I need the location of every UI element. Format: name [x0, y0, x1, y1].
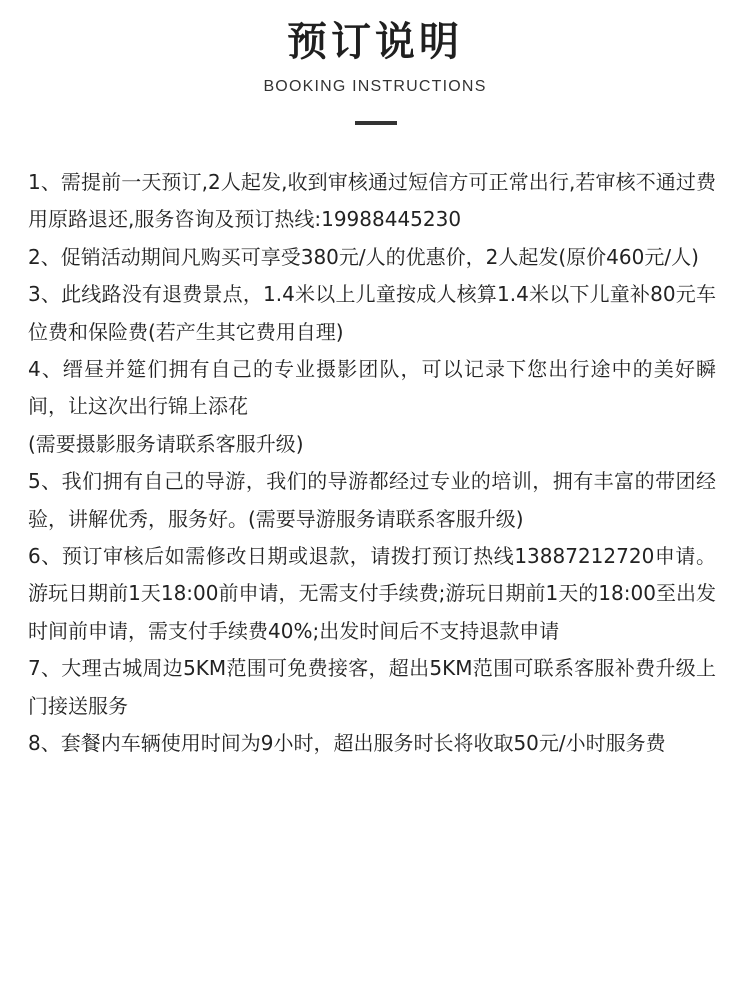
- page-subtitle: BOOKING INSTRUCTIONS: [263, 78, 487, 95]
- instruction-item-5: 5、我们拥有自己的导游，我们的导游都经过专业的培训，拥有丰富的带团经验，讲解优秀，服务好。(需要导游服务请联系客服升级): [28, 469, 716, 531]
- instruction-item-7: 7、大理古城周边5KM范围可免费接客，超出5KM范围可联系客服补费升级上门接送服务: [28, 656, 716, 718]
- instruction-item-2: 2、促销活动期间凡购买可享受380元/人的优惠价，2人起发(原价460元/人): [28, 244, 699, 269]
- instruction-item-4: 4、缙昼并筵们拥有自己的专业摄影团队，可以记录下您出行途中的美好瞬间，让这次出行锦上添花: [28, 357, 716, 419]
- instructions-list: [28, 164, 716, 763]
- page-title: 预订说明: [287, 19, 463, 65]
- instruction-item-3: 3、此线路没有退费景点，1.4米以上儿童按成人核算1.4米以下儿童补80元车位费和保险费(若产生其它费用自理): [28, 282, 716, 344]
- title-divider: [355, 121, 397, 125]
- instruction-item-8: 8、套餐内车辆使用时间为9小时，超出服务时长将收取50元/小时服务费: [28, 731, 666, 756]
- instruction-item-4-note: (需要摄影服务请联系客服升级): [28, 431, 304, 456]
- instruction-item-6: 6、预订审核后如需修改日期或退款，请拨打预订热线13887212720申请。游玩日期前1天18:00前申请，无需支付手续费;游玩日期前1天的18:00至出发时间前申请，需支付手续费40%;出发时间后不支持退款申请: [28, 544, 716, 643]
- instruction-item-1: 1、需提前一天预订,2人起发,收到审核通过短信方可正常出行,若审核不通过费用原路退还,服务咨询及预订热线:19988445230: [28, 170, 716, 232]
